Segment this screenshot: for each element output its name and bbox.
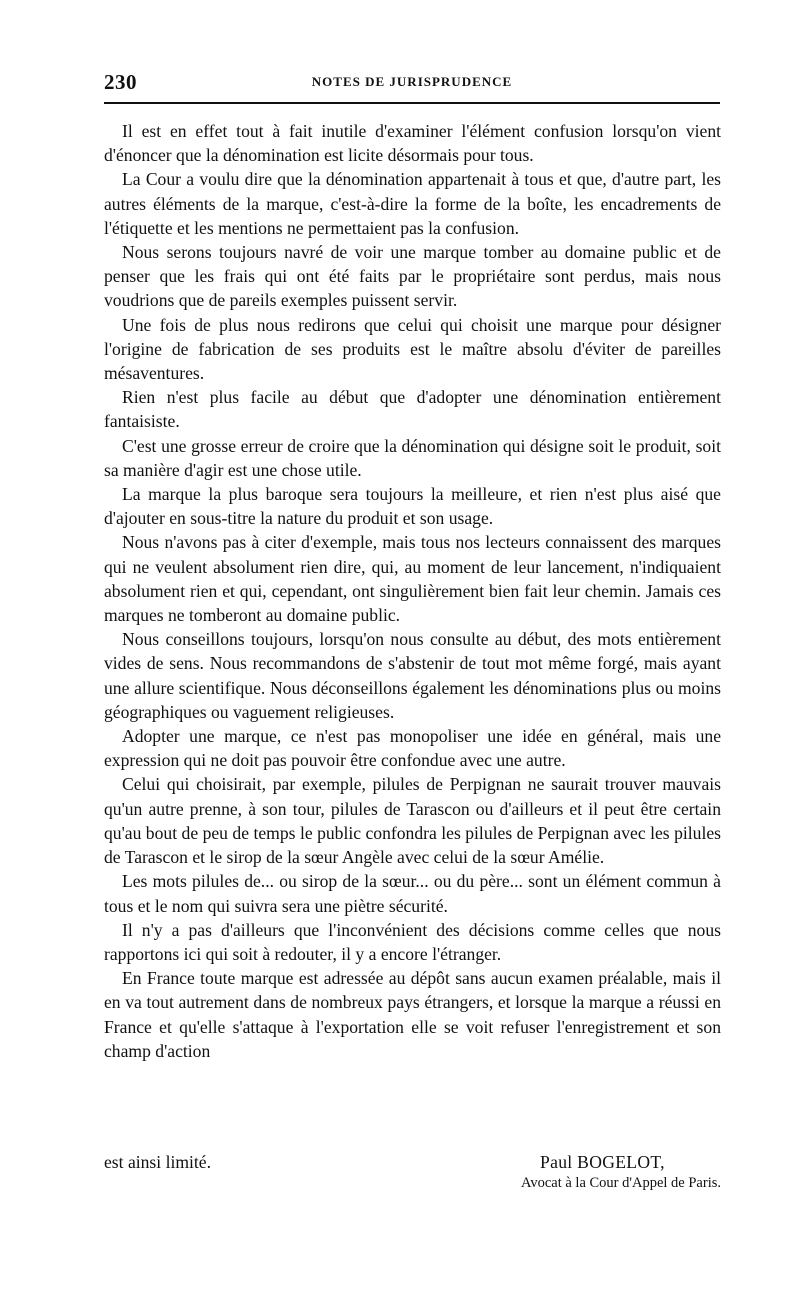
running-title: NOTES DE JURISPRUDENCE <box>311 74 513 89</box>
closing-line <box>104 1150 721 1174</box>
paragraph: Nous serons toujours navré de voir une marque tomber au domaine public et de penser que les frais qui ont été faits par le propriétaire sont perdus, mais nous voudrions que de pareils exemples puissent servir. <box>104 242 721 311</box>
author-affiliation: Avocat à la Cour d'Appel de Paris. <box>520 1175 721 1191</box>
paragraph: Celui qui choisirait, par exemple, pilules de Perpignan ne saurait trouver mauvais qu'un autre prenne, à son tour, pilules de Tarascon ou d'ailleurs et il peut être certain qu'au bout de peu de temps le public confondra les pilules de Perpignan avec les pilules de Tarascon et le sirop de la sœur Angèle avec celui de la sœur Amélie. <box>104 774 721 868</box>
paragraph: Nous n'avons pas à citer d'exemple, mais tous nos lecteurs connaissent des marques qui ne veulent absolument rien dire, qui, au moment de leur lancement, n'indiquaient absolument rien et qui, cependant, ont singulièrement bien fait leur chemin. Jamais ces marques ne tomberont au domaine public. <box>104 532 721 626</box>
paragraph: Rien n'est plus facile au début que d'adopter une dénomination entièrement fantaisiste. <box>104 387 721 432</box>
paragraph: Adopter une marque, ce n'est pas monopoliser une idée en général, mais une expression qui ne doit pas pouvoir être confondue avec une autre. <box>104 726 721 771</box>
header-rule <box>104 102 720 104</box>
paragraph: Une fois de plus nous redirons que celui qui choisit une marque pour désigner l'origine de fabrication de ses produits est le maître absolu d'éviter de pareilles mésaventures. <box>104 314 721 384</box>
article-body <box>104 119 721 1063</box>
paragraph: Les mots pilules de... ou sirop de la sœur... ou du père... sont un élément commun à tous et le nom qui suivra sera une piètre sécurité. <box>104 871 721 916</box>
paragraph: Il n'y a pas d'ailleurs que l'inconvénient des décisions comme celles que nous rapportons ici qui soit à redouter, il y a encore l'étranger. <box>104 919 721 964</box>
paragraph: En France toute marque est adressée au dépôt sans aucun examen préalable, mais il en va tout autrement dans de nombreux pays étrangers, et lorsque la marque a réussi en France et qu'elle s'attaque à l'exportation elle se voit refuser l'enregistrement et son champ d'action <box>104 968 721 1061</box>
page-header <box>104 70 720 94</box>
closing-text: est ainsi limité. <box>104 1152 212 1172</box>
paragraph: C'est une grosse erreur de croire que la dénomination qui désigne soit le produit, soit sa manière d'agir est une chose utile. <box>104 435 721 480</box>
paragraph: Nous conseillons toujours, lorsqu'on nous consulte au début, des mots entièrement vides de sens. Nous recommandons de s'abstenir de tout mot même forgé, mais ayant une allure scientifique. Nous déconseillons également les dénominations plus ou moins géographiques ou vaguement religieuses. <box>104 629 721 722</box>
paragraph: La marque la plus baroque sera toujours la meilleure, et rien n'est plus aisé que d'ajouter en sous-titre la nature du produit et son usage. <box>104 484 721 529</box>
author-name: Paul BOGELOT, <box>540 1152 665 1172</box>
paragraph: Il est en effet tout à fait inutile d'examiner l'élément confusion lorsqu'on vient d'énoncer que la dénomination est licite désormais pour tous. <box>104 121 721 166</box>
page-number: 230 <box>104 70 137 94</box>
paragraph: La Cour a voulu dire que la dénomination appartenait à tous et que, d'autre part, les autres éléments de la marque, c'est-à-dire la forme de la boîte, les encadrements de l'étiquette et les mentions ne permettaient pas la confusion. <box>104 169 721 238</box>
